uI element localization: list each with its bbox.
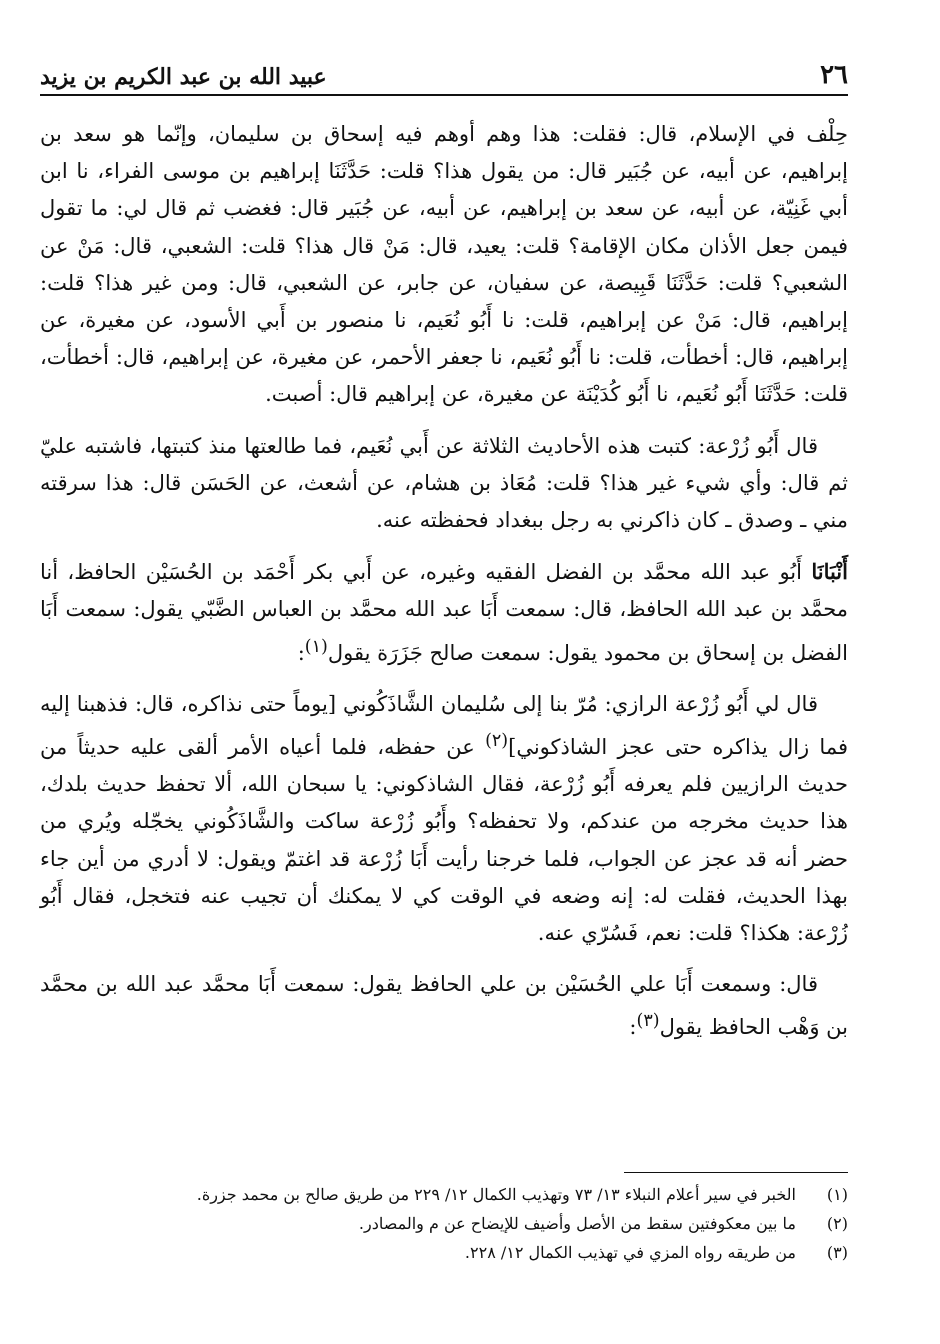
footnote-rule bbox=[624, 1172, 848, 1173]
footnote-number: (٣) bbox=[826, 1243, 848, 1262]
footnote-1 bbox=[40, 1180, 848, 1209]
paragraph-3-text: أَبُو عبد الله محمَّد بن الفضل الفقيه وغيره، عن أَبي بكر أَحْمَد بن الحُسَيْن الحافظ، أنا محمَّد بن عبد الله الحافظ، قال: سمعت أَبَا عبد الله محمَّد بن العباس الضَّبّي يقول: سمعت أَبَا الفضل بن إسحاق بن محمود يقول: سمعت صالح جَزَرَة يقول bbox=[40, 560, 848, 665]
paragraph-5-end: : bbox=[629, 1015, 637, 1040]
footnote-number: (١) bbox=[826, 1185, 848, 1204]
paragraph-5-text: قال: وسمعت أَبَا علي الحُسَيْن بن علي الحافظ يقول: سمعت أَبَا محمَّد عبد الله بن محمَّد بن وَهْب الحافظ يقول bbox=[40, 972, 848, 1040]
paragraph-4 bbox=[40, 686, 848, 952]
paragraph-4-text-a: قال لي أَبُو زُرْعة الرازي: مُرّ بنا إلى سُليمان الشَّاذَكُوني [يوماً حتى نذاكره، قال: فذهبنا إليه فما زال يذاكره حتى عجز الشاذكوني] bbox=[40, 691, 849, 760]
footnote-2 bbox=[40, 1209, 848, 1238]
page-header bbox=[40, 56, 848, 90]
main-text bbox=[40, 116, 848, 1047]
paragraph-3-end: : bbox=[297, 640, 305, 665]
footnote-ref-1: (١) bbox=[304, 636, 328, 657]
footnote-ref-3: (٣) bbox=[636, 1011, 660, 1032]
paragraph-3 bbox=[40, 553, 848, 672]
paragraph-4-text-b: عن حفظه، فلما أعياه الأمر ألقى عليه حديثاً من حديث الرازيين فلم يعرفه أَبُو زُرْعة، فقال الشاذكوني: يا سبحان الله، ألا تحفظ حديث بلدك، هذا حديث مخرجه من عندكم، ولا تحفظه؟ وأَبُو زُرْعة ساكت والشَّاذَكُوني يخجّله ويُري من حضر أنه قد عجز عن الجواب، فلما خرجنا رأيت أَبَا زُرْعة قد اغتمّ ويقول: لا أدري من أين جاء بهذا الحديث، فقلت له: إنه وضعه في الوقت كي لا يمكنك أن تجيب عنه فتخجل، فقال أَبُو زُرْعة: هكذا؟ قلت: نعم، فَسُرّي عنه. bbox=[40, 735, 848, 946]
page-number: ٢٦ bbox=[820, 60, 848, 90]
paragraph-1: حِلْف في الإسلام، قال: فقلت: هذا وهم أوهم فيه إسحاق بن سليمان، وإنّما هو سعد بن إبراهيم، عن أبيه، عن جُبَير قال: من يقول هذا؟ قلت: حَدَّثَنَا إبراهيم بن موسى الفراء، نا ابن أبي غَنِيّة، عن أبيه، عن سعد بن إبراهيم، عن أبيه، عن جُبَير قال: فغضب ثم قال لي: ما تقول فيمن جعل الأذان مكان الإقامة؟ قلت: يعيد، قال: مَنْ قال هذا؟ قلت: الشعبي، قال: مَنْ عن الشعبي؟ قلت: حَدَّثَنَا قَبِيصة، عن سفيان، عن جابر، عن الشعبي، قال: ومن غير هذا؟ قلت: إبراهيم، قال: مَنْ عن إبراهيم، قلت: نا أَبُو نُعَيم، نا منصور بن أَبي الأسود، عن مغيرة، عن إبراهيم، قال: أخطأت، قلت: نا أَبُو نُعَيم، نا جعفر الأحمر، عن مغيرة، عن إبراهيم، قال: أخطأت، قلت: حَدَّثَنَا أَبُو نُعَيم، نا أَبُو كُدَيْنَة عن مغيرة، عن إبراهيم قال: أصبت. bbox=[40, 122, 848, 407]
footnotes bbox=[40, 1180, 848, 1267]
paragraph-3-lead: أَنْبَانَا bbox=[811, 559, 848, 585]
header-rule bbox=[40, 94, 848, 96]
footnote-text: الخبر في سير أعلام النبلاء ١٣/ ٧٣ وتهذيب الكمال ١٢/ ٢٢٩ من طريق صالح بن محمد جزرة. bbox=[196, 1185, 796, 1204]
footnote-number: (٢) bbox=[826, 1214, 848, 1233]
footnote-text: ما بين معكوفتين سقط من الأصل وأضيف للإيضاح عن م والمصادر. bbox=[358, 1214, 796, 1233]
footnote-3 bbox=[40, 1238, 848, 1267]
footnote-ref-2: (٢) bbox=[485, 731, 509, 752]
paragraph-2: قال أَبُو زُرْعة: كتبت هذه الأحاديث الثلاثة عن أَبي نُعَيم، فما طالعتها منذ كتبتها، فاشتبه عليّ ثم قال: وأي شيء غير هذا؟ قلت: مُعَاذ بن هشام، عن أشعث، عن الحَسَن قال: هذا سرقته مني ـ وصدق ـ كان ذاكرني به رجل ببغداد فحفظته عنه. bbox=[40, 433, 848, 533]
footnote-text: من طريقه رواه المزي في تهذيب الكمال ١٢/ ٢٢٨. bbox=[464, 1243, 796, 1262]
running-title: عبيد الله بن عبد الكريم بن يزيد bbox=[40, 64, 327, 90]
paragraph-5 bbox=[40, 966, 848, 1046]
